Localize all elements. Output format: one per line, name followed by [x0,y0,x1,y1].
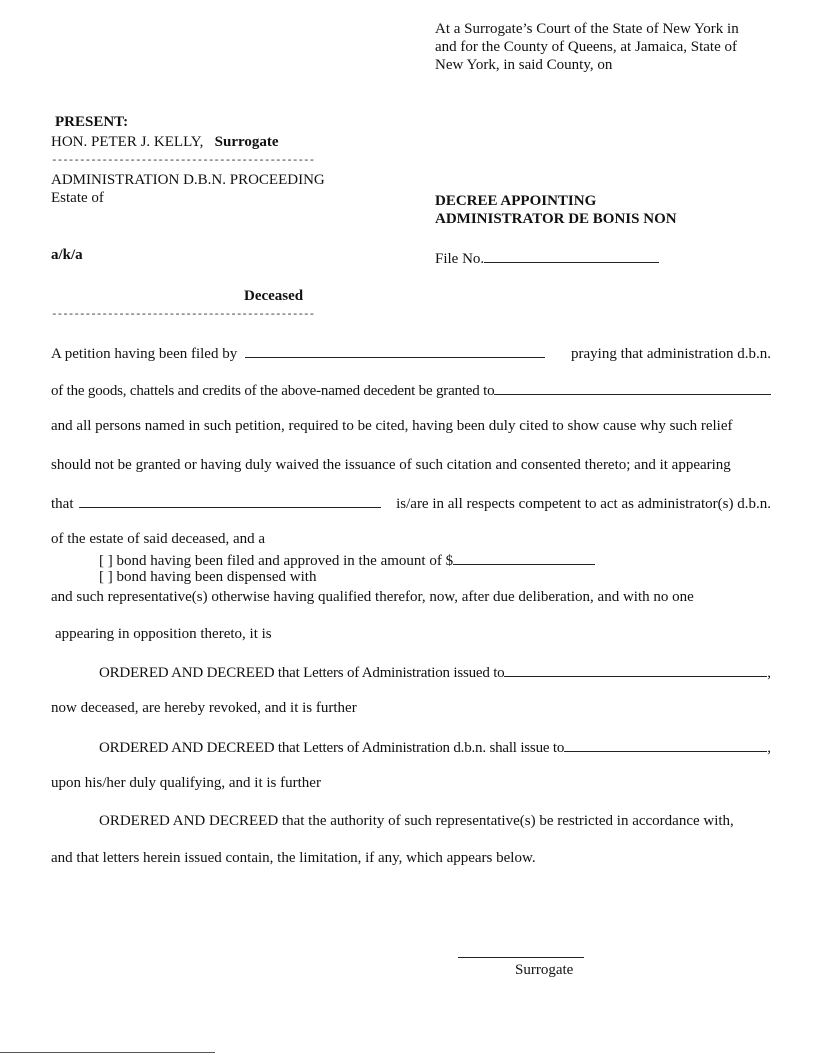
signature-label: Surrogate [515,962,574,978]
court-caption [435,20,739,74]
opposition-text: appearing in opposition thereto, it is [55,626,272,642]
bond-dispensed-option[interactable]: [ ] bond having been dispensed with [99,569,317,585]
document-title [435,192,677,228]
body-line-4 [51,456,771,474]
order-issue-line [99,737,771,757]
petition-text-end: praying that administration d.b.n. [571,346,771,362]
order-revoke-line [99,662,771,682]
file-no-label: File No. [435,251,485,267]
caption-divider-top: ----------------------------------------------- [51,155,315,167]
waiver-text: should not be granted or having duly waived the issuance of such citation and consented thereto; and it appearing [51,457,731,473]
estate-text: of the estate of said deceased, and a [51,531,266,547]
bond-amount-blank[interactable] [453,550,595,565]
competent-person-blank[interactable] [79,493,381,508]
qualified-text: and such representative(s) otherwise having qualified therefor, now, after due deliberation, and with no one [51,589,694,605]
court-caption-line-1: At a Surrogate’s Court of the State of New York in [435,21,739,37]
competent-text: is/are in all respects competent to act as administrator(s) d.b.n. [396,496,771,512]
order-revoke-comma: , [767,665,771,681]
order-revoke-continuation: now deceased, are hereby revoked, and it is further [51,700,357,716]
order-restrict-continuation: and that letters herein issued contain, the limitation, if any, which appears below. [51,850,536,866]
judge-line [51,133,279,151]
goods-chattels-text: of the goods, chattels and credits of the above-named decedent be granted to [51,383,495,399]
order-issue-comma: , [767,740,771,756]
footer-rule [0,1052,215,1053]
order-issue-continuation: upon his/her duly qualifying, and it is further [51,775,321,791]
cited-persons-text: and all persons named in such petition, required to be cited, having been duly cited to show cause why such relief [51,418,733,434]
order-revoke-text: ORDERED AND DECREED that Letters of Administration issued to [99,665,505,681]
order-restrict-text: ORDERED AND DECREED that the authority of such representative(s) be restricted in accordance with, [99,813,734,829]
document-title-line-1: DECREE APPOINTING [435,193,597,209]
document-title-line-2: ADMINISTRATOR DE BONIS NON [435,211,677,227]
new-administrator-blank[interactable] [564,737,767,752]
petition-text-start: A petition having been filed by [51,346,238,362]
present-label: PRESENT: [55,114,129,130]
file-no-line [435,248,659,268]
body-line-1 [51,343,771,363]
grantee-name-blank[interactable] [494,380,771,395]
proceeding-type: ADMINISTRATION D.B.N. PROCEEDING [51,172,325,188]
body-line-2 [51,380,771,400]
order-issue-text: ORDERED AND DECREED that Letters of Administration d.b.n. shall issue to [99,740,565,756]
bond-filed-option [99,550,595,570]
body-line-3 [51,417,771,435]
court-caption-line-3: New York, in said County, on [435,57,613,73]
file-no-blank[interactable] [484,248,659,263]
court-caption-line-2: and for the County of Queens, at Jamaica, State of [435,39,737,55]
bond-filed-text[interactable]: [ ] bond having been filed and approved in the amount of $ [99,553,454,569]
petitioner-name-blank[interactable] [245,343,545,358]
body-line-5 [51,493,771,513]
judge-name: HON. PETER J. KELLY, [51,134,204,150]
aka-label: a/k/a [51,247,83,263]
estate-of-label: Estate of [51,190,104,206]
prior-administrator-blank[interactable] [504,662,767,677]
judge-title: Surrogate [214,134,279,150]
signature-line[interactable] [458,957,584,958]
that-label: that [51,496,74,512]
caption-divider-bottom: ----------------------------------------------- [51,309,315,321]
deceased-label: Deceased [244,288,304,304]
